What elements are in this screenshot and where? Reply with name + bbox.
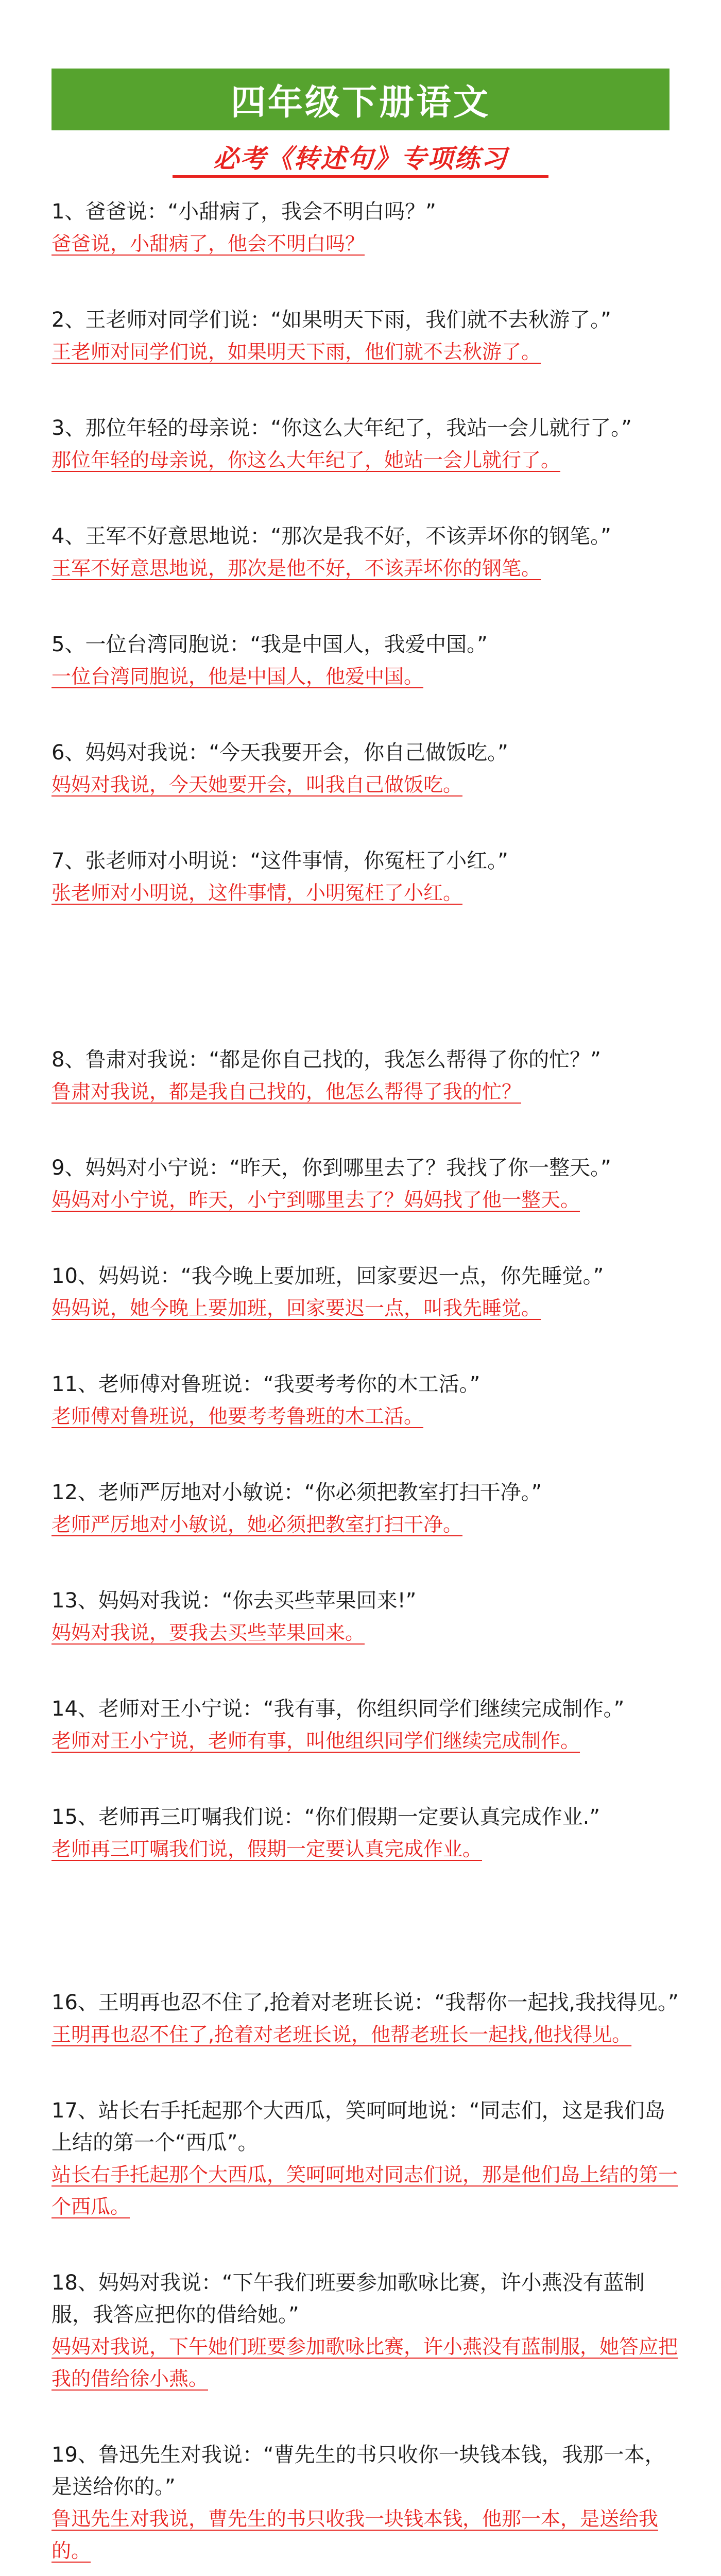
exercise-item — [52, 845, 680, 909]
exercise-answer — [52, 2159, 680, 2223]
exercise-item — [52, 737, 680, 801]
answer-text: 妈妈对我说，下午她们班要参加歌咏比赛，许小燕没有蓝制服，她答应把我的借给徐小燕。 — [52, 2335, 678, 2390]
exercise-item — [52, 412, 680, 476]
exercise-question: 11、老师傅对鲁班说：“我要考考你的木工活。” — [52, 1372, 480, 1396]
exercise-item — [52, 2095, 680, 2223]
exercise-answer — [52, 1617, 680, 1649]
exercise-question: 7、张老师对小明说：“这件事情，你冤枉了小红。” — [52, 849, 508, 873]
exercise-answer — [52, 1833, 680, 1865]
exercise-question: 12、老师严厉地对小敏说：“你必须把教室打扫干净。” — [52, 1481, 542, 1504]
answer-text: 老师再三叮嘱我们说，假期一定要认真完成作业。 — [52, 1838, 483, 1860]
exercise-question: 3、那位年轻的母亲说：“你这么大年纪了，我站一会儿就行了。” — [52, 416, 632, 440]
exercise-answer — [52, 1400, 680, 1432]
exercise-item — [52, 1987, 680, 2050]
exercise-question: 10、妈妈说：“我今晚上要加班，回家要迟一点，你先睡觉。” — [52, 1264, 604, 1288]
answer-text: 鲁迅先生对我说，曹先生的书只收我一块钱本钱，他那一本，是送给我的。 — [52, 2507, 659, 2562]
exercise-question: 19、鲁迅先生对我说：“曹先生的书只收你一块钱本钱，我那一本，是送给你的。” — [52, 2443, 665, 2499]
exercise-item — [52, 520, 680, 584]
answer-text: 老师傅对鲁班说，他要考考鲁班的木工活。 — [52, 1405, 424, 1428]
exercise-item — [52, 304, 680, 368]
exercise-question: 15、老师再三叮嘱我们说：“你们假期一定要认真完成作业.” — [52, 1805, 600, 1829]
exercise-question: 18、妈妈对我说：“下午我们班要参加歌咏比赛，许小燕没有蓝制服，我答应把你的借给她。” — [52, 2271, 645, 2327]
exercise-answer — [52, 769, 680, 801]
exercise-item — [52, 1152, 680, 1216]
answer-text: 王明再也忍不住了,抢着对老班长说，他帮老班长一起找,他找得见。 — [52, 2023, 632, 2046]
answer-text: 王军不好意思地说，那次是他不好，不该弄坏你的钢笔。 — [52, 557, 541, 580]
answer-text: 那位年轻的母亲说，你这么大年纪了，她站一会儿就行了。 — [52, 449, 561, 471]
answer-text: 王老师对同学们说，如果明天下雨，他们就不去秋游了。 — [52, 341, 541, 363]
exercise-item — [52, 1368, 680, 1432]
exercise-answer — [52, 2331, 680, 2395]
answer-text: 老师对王小宁说，老师有事，叫他组织同学们继续完成制作。 — [52, 1730, 580, 1752]
exercise-answer — [52, 2503, 680, 2567]
exercise-answer — [52, 1184, 680, 1216]
exercise-item — [52, 1044, 680, 1108]
exercise-question: 6、妈妈对我说：“今天我要开会，你自己做饭吃。” — [52, 741, 508, 765]
exercise-item — [52, 629, 680, 692]
answer-text: 张老师对小明说，这件事情，小明冤枉了小红。 — [52, 882, 463, 904]
exercise-question: 2、王老师对同学们说：“如果明天下雨，我们就不去秋游了。” — [52, 308, 611, 332]
exercise-question: 17、站长右手托起那个大西瓜，笑呵呵地说：“同志们，这是我们岛上结的第一个“西瓜”。 — [52, 2099, 665, 2155]
exercise-item — [52, 1801, 680, 1865]
page-title: 四年级下册语文 — [230, 82, 490, 123]
exercise-item — [52, 2439, 680, 2567]
answer-text: 爸爸说，小甜病了，他会不明白吗？ — [52, 232, 365, 255]
exercise-answer — [52, 444, 680, 476]
exercise-question: 4、王军不好意思地说：“那次是我不好，不该弄坏你的钢笔。” — [52, 524, 611, 548]
answer-text: 妈妈说，她今晚上要加班，回家要迟一点，叫我先睡觉。 — [52, 1297, 541, 1319]
answer-text: 一位台湾同胞说，他是中国人，他爱中国。 — [52, 665, 424, 688]
exercise-question: 5、一位台湾同胞说：“我是中国人，我爱中国。” — [52, 633, 488, 656]
exercise-item — [52, 2267, 680, 2395]
page-subtitle: 必考《转述句》专项练习 — [213, 144, 508, 174]
answer-text: 老师严厉地对小敏说，她必须把教室打扫干净。 — [52, 1513, 463, 1536]
exercise-item — [52, 1585, 680, 1649]
header-banner — [52, 69, 670, 130]
answer-text: 妈妈对小宁说，昨天，小宁到哪里去了？妈妈找了他一整天。 — [52, 1189, 580, 1211]
exercise-question: 14、老师对王小宁说：“我有事，你组织同学们继续完成制作。” — [52, 1697, 625, 1721]
exercise-answer — [52, 228, 680, 260]
exercise-answer — [52, 336, 680, 368]
exercise-item — [52, 196, 680, 260]
answer-text: 妈妈对我说，要我去买些苹果回来。 — [52, 1621, 365, 1644]
answer-text: 站长右手托起那个大西瓜，笑呵呵地对同志们说，那是他们岛上结的第一个西瓜。 — [52, 2163, 678, 2218]
exercise-answer — [52, 1076, 680, 1108]
exercise-answer — [52, 1509, 680, 1540]
exercise-item — [52, 1477, 680, 1540]
exercise-question: 16、王明再也忍不住了,抢着对老班长说：“我帮你一起找,我找得见。” — [52, 1991, 679, 2014]
exercise-answer — [52, 1292, 680, 1324]
exercise-answer — [52, 660, 680, 692]
exercise-question: 8、鲁肃对我说：“都是你自己找的，我怎么帮得了你的忙？” — [52, 1048, 601, 1072]
answer-text: 鲁肃对我说，都是我自己找的，他怎么帮得了我的忙？ — [52, 1080, 522, 1103]
exercise-question: 1、爸爸说：“小甜病了，我会不明白吗？” — [52, 200, 436, 224]
exercise-answer — [52, 1725, 680, 1757]
exercise-list — [52, 196, 680, 2576]
exercise-question: 13、妈妈对我说：“你去买些苹果回来!” — [52, 1589, 417, 1613]
exercise-question: 9、妈妈对小宁说：“昨天，你到哪里去了？我找了你一整天。” — [52, 1156, 611, 1180]
exercise-answer — [52, 2019, 680, 2050]
exercise-item — [52, 1693, 680, 1757]
exercise-item — [52, 1260, 680, 1324]
subtitle-underline — [173, 175, 548, 178]
exercise-answer — [52, 552, 680, 584]
answer-text: 妈妈对我说，今天她要开会，叫我自己做饭吃。 — [52, 773, 463, 796]
exercise-answer — [52, 877, 680, 909]
